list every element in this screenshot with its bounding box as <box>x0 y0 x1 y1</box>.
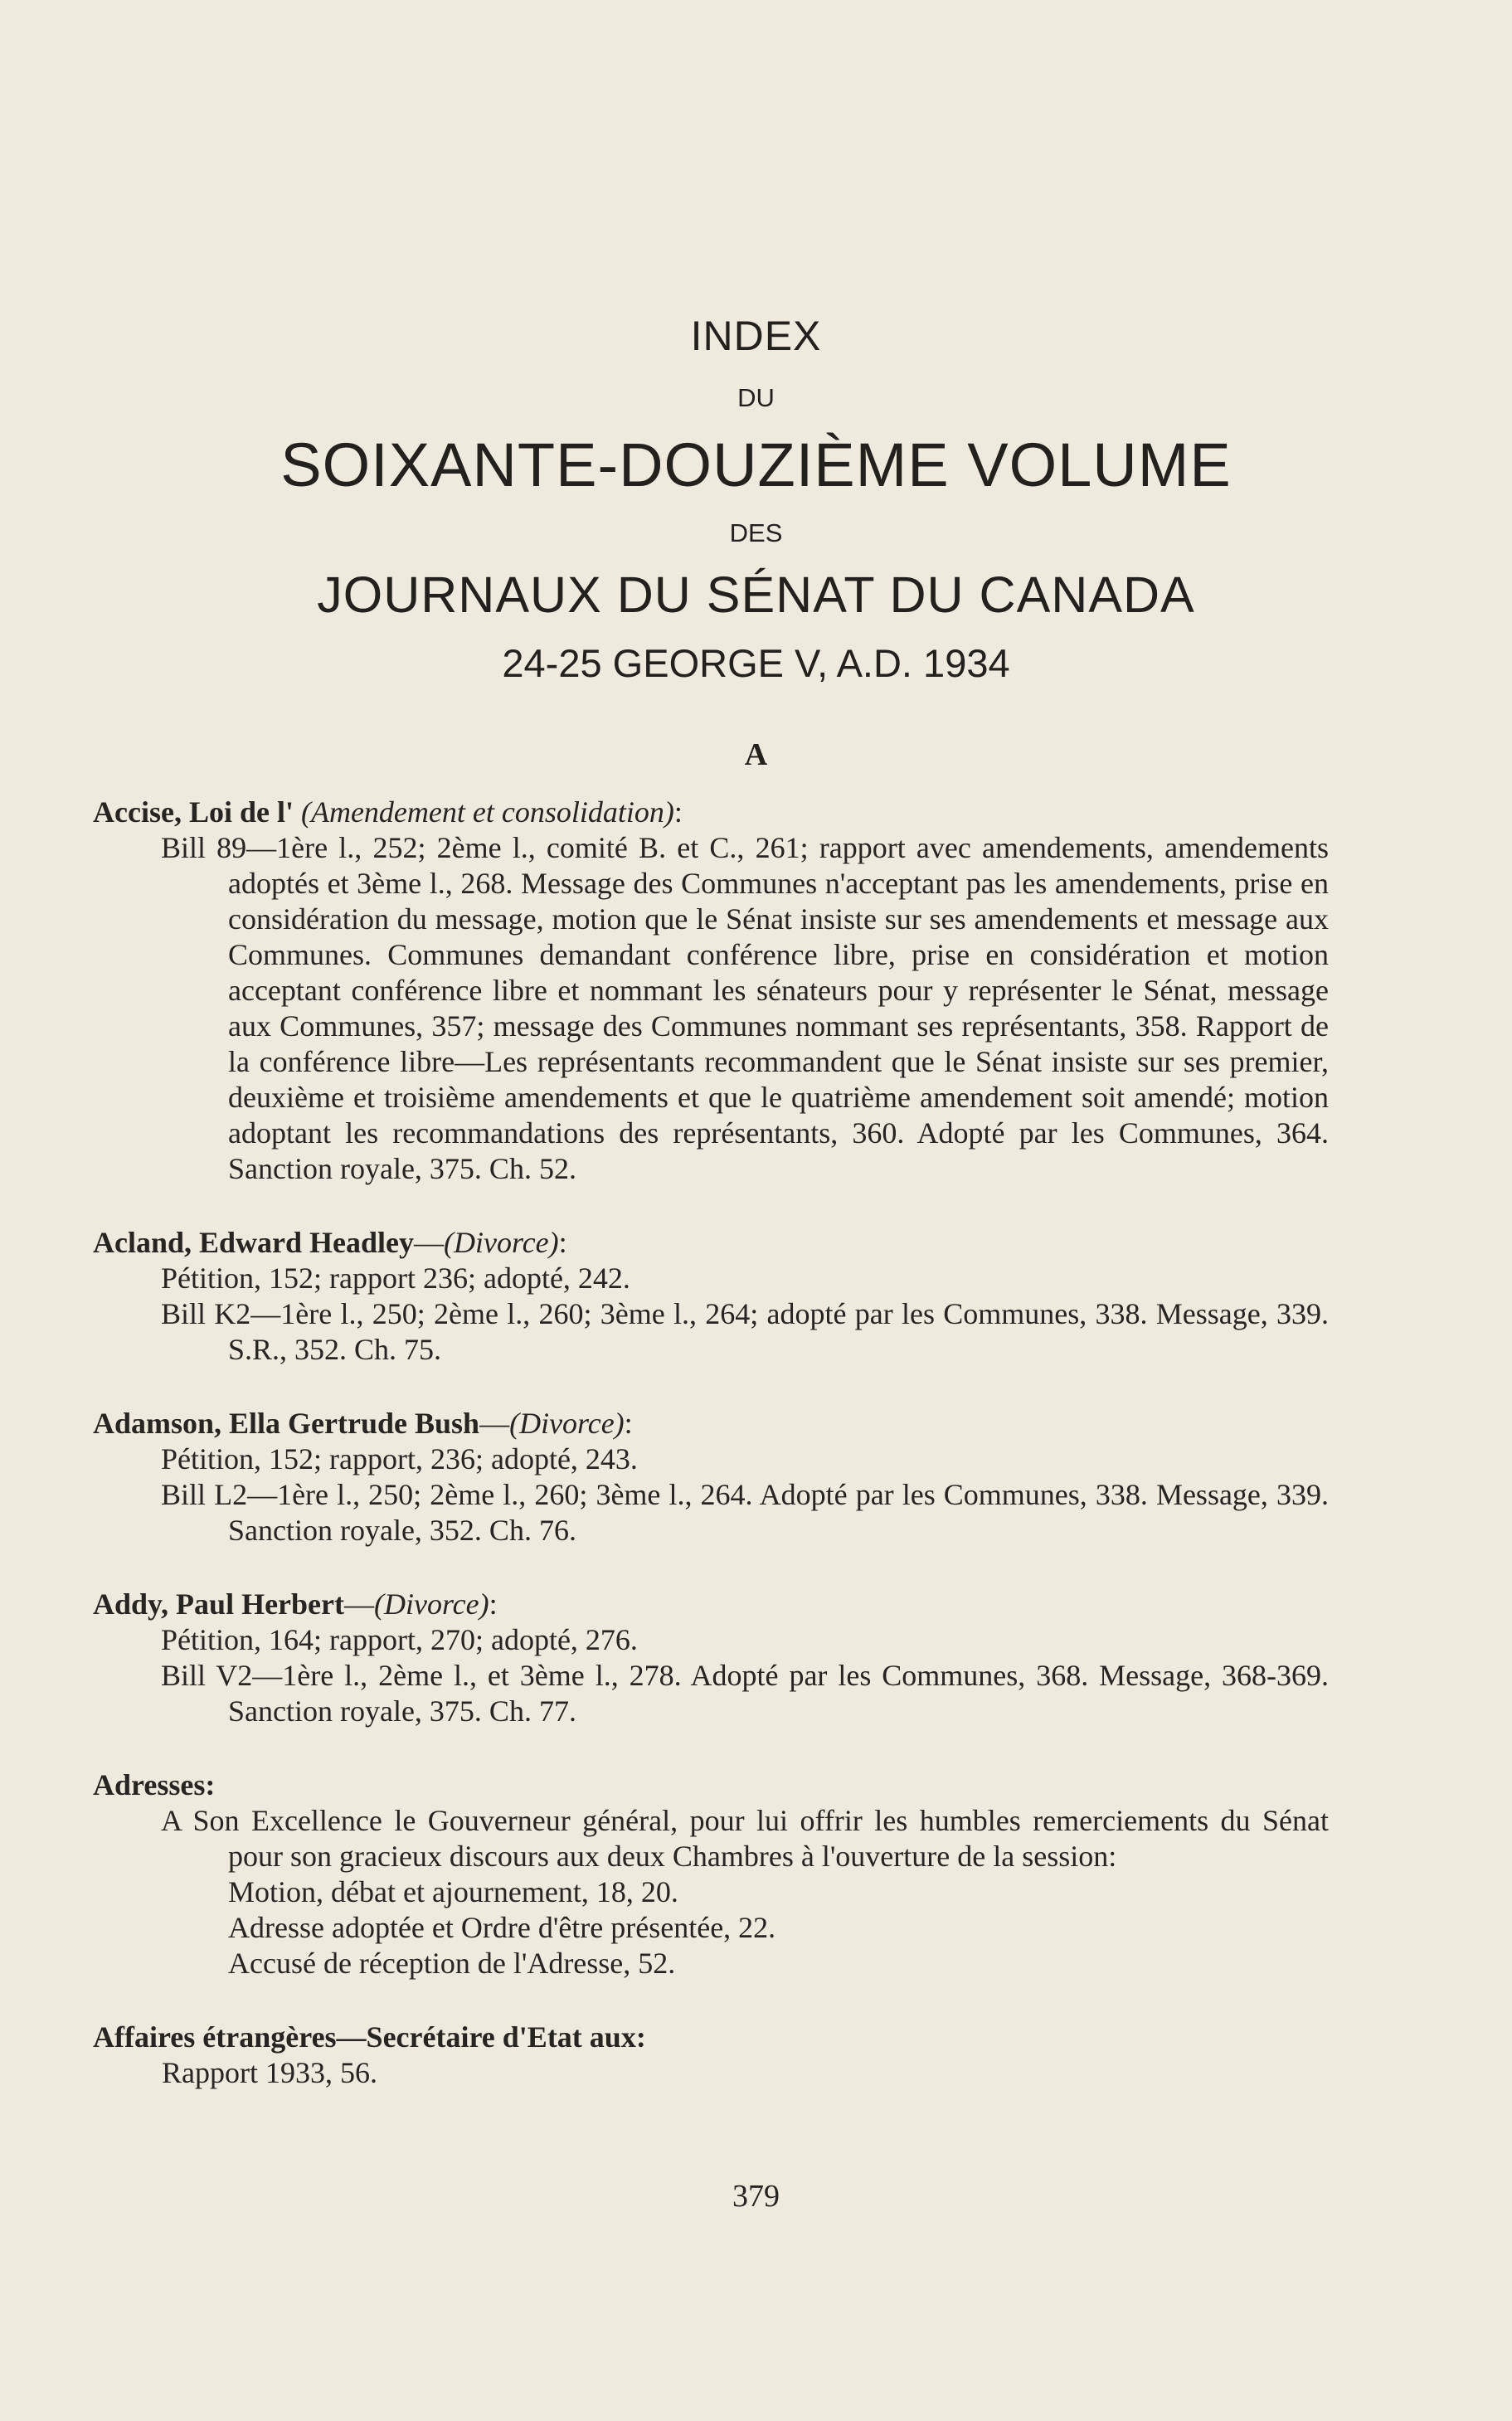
entry-petition: Pétition, 152; rapport 236; adopté, 242. <box>161 1262 630 1295</box>
entry-item: Accusé de réception de l'Adresse, 52. <box>228 1947 676 1980</box>
entry-heading <box>93 795 1329 830</box>
entry-name: Affaires étrangères—Secrétaire d'Etat aux: <box>93 2020 646 2054</box>
entry-name: Adamson, Ella Gertrude Bush <box>93 1407 480 1440</box>
entry-heading <box>93 1587 1329 1622</box>
entry-colon: : <box>558 1226 567 1259</box>
entry-acland <box>93 1225 1329 1368</box>
entry-bill: Bill K2—1ère l., 250; 2ème l., 260; 3ème l., 264; adopté par les Communes, 338. Message, 339. S.R., 352. Ch. 75. <box>161 1297 1329 1366</box>
entry-item: Adresse adoptée et Ordre d'être présentée, 22. <box>228 1911 776 1944</box>
entry-name: Accise, Loi de l' <box>93 795 294 829</box>
section-letter: A <box>744 737 768 772</box>
entry-dash: — <box>344 1587 374 1621</box>
entry-heading <box>93 2020 1329 2055</box>
index-entries <box>93 795 1329 2129</box>
entry-name: Addy, Paul Herbert <box>93 1587 344 1621</box>
entry-heading <box>93 1767 1329 1803</box>
entry-addy <box>93 1587 1329 1729</box>
du-subheading: DU <box>737 383 775 412</box>
entry-name: Adresses: <box>93 1768 216 1801</box>
entry-note: (Divorce) <box>509 1407 625 1440</box>
entry-name: Acland, Edward Headley <box>93 1226 415 1259</box>
entry-colon: : <box>673 795 683 829</box>
page-number: 379 <box>732 2179 780 2214</box>
entry-petition: Pétition, 164; rapport, 270; adopté, 276. <box>161 1623 638 1656</box>
index-heading: INDEX <box>690 313 822 359</box>
entry-colon: : <box>624 1407 633 1440</box>
entry-paragraph: Bill 89—1ère l., 252; 2ème l., comité B. et C., 261; rapport avec amendements, amendements adoptés et 3ème l., 268. Message des Communes n'acceptant pas les amendements, prise en considération du message, motion que le Sénat insiste sur ses amendements et message aux Communes. Communes demandant conférence libre, prise en considération et motion acceptant conférence libre et nommant les sénateurs pour y représenter le Sénat, message aux Communes, 357; message des Communes nommant ses représentants, 358. Rapport de la conférence libre—Les représentants recommandent que le Sénat insiste sur ses premier, deuxième et troisième amendements et que le quatrième amendement soit amendé; motion adoptant les recommandations des représentants, 360. Adopté par les Communes, 364. Sanction royale, 375. Ch. 52. <box>161 831 1329 1185</box>
entry-heading <box>93 1406 1329 1441</box>
entry-affaires <box>93 2020 1329 2091</box>
entry-dash: — <box>479 1407 510 1440</box>
entry-heading <box>93 1225 1329 1261</box>
journal-title: JOURNAUX DU SÉNAT DU CANADA <box>317 566 1195 623</box>
entry-colon: : <box>489 1587 498 1621</box>
des-subheading: DES <box>729 518 783 547</box>
entry-note: (Divorce) <box>444 1226 559 1259</box>
entry-dash: — <box>414 1226 445 1259</box>
entry-note: (Divorce) <box>374 1587 489 1621</box>
entry-rapport: Rapport 1933, 56. <box>162 2056 377 2089</box>
entry-bill: Bill V2—1ère l., 2ème l., et 3ème l., 278. Adopté par les Communes, 368. Message, 368-369. Sanction royale, 375. Ch. 77. <box>161 1659 1329 1728</box>
volume-title: SOIXANTE-DOUZIÈME VOLUME <box>280 430 1232 499</box>
entry-note: (Amendement et consolidation) <box>300 795 674 829</box>
regnal-year: 24-25 GEORGE V, A.D. 1934 <box>502 641 1010 685</box>
entry-petition: Pétition, 152; rapport, 236; adopté, 243. <box>161 1442 638 1475</box>
entry-adamson <box>93 1406 1329 1548</box>
entry-bill: Bill L2—1ère l., 250; 2ème l., 260; 3ème l., 264. Adopté par les Communes, 338. Message, 339. Sanction royale, 352. Ch. 76. <box>161 1478 1329 1547</box>
entry-adresses <box>93 1767 1329 1981</box>
entry-accise <box>93 795 1329 1187</box>
entry-intro: A Son Excellence le Gouverneur général, pour lui offrir les humbles remerciements du Sénat pour son gracieux discours aux deux Chambres à l'ouverture de la session: <box>161 1804 1329 1873</box>
entry-item: Motion, débat et ajournement, 18, 20. <box>228 1875 678 1908</box>
